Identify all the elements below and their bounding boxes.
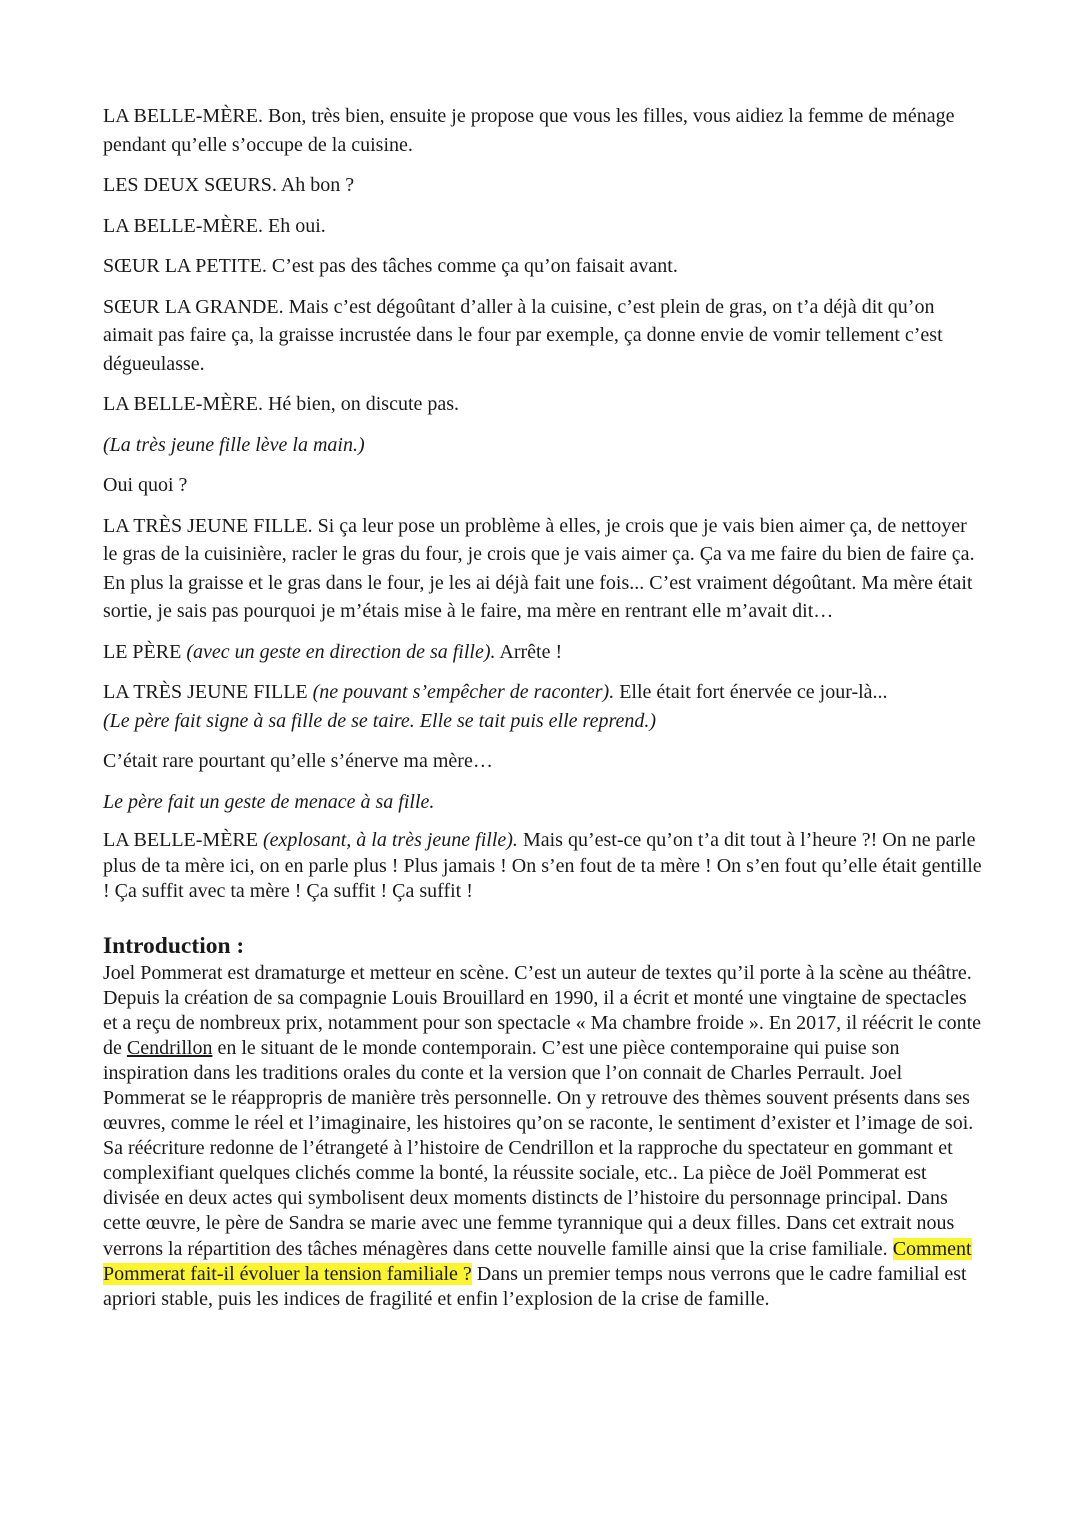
line-belle-mere-4	[103, 828, 983, 905]
stage-direction-signe: (Le père fait signe à sa fille de se taire. Elle se tait puis elle reprend.)	[103, 709, 657, 732]
line-belle-mere-1: LA BELLE-MÈRE. Bon, très bien, ensuite je propose que vous les filles, vous aidiez la femme de ménage pendant qu’elle s’occupe de la cuisine.	[103, 105, 955, 156]
introduction-heading: Introduction :	[103, 932, 245, 959]
speaker-pere: LE PÈRE	[103, 640, 187, 663]
line-soeur-grande: SŒUR LA GRANDE. Mais c’est dégoûtant d’aller à la cuisine, c’est plein de gras, on t’a déjà dit qu’on aimait pas faire ça, la graisse incrustée dans le four par exemple, ça donne envie de vomir tellement c’est dégueulasse.	[103, 295, 943, 375]
line-soeur-petite: SŒUR LA PETITE. C’est pas des tâches comme ça qu’on faisait avant.	[103, 255, 678, 277]
line-tres-jeune-fille-text: Elle était fort énervée ce jour-là...	[614, 681, 888, 703]
line-tres-jeune-fille-1: LA TRÈS JEUNE FILLE. Si ça leur pose un problème à elles, je crois que je vais bien aimer ça, de nettoyer le gras de la cuisinière, racler le gras du four, je crois que je vais aimer ça. Ça va me faire du bien de faire ça. En plus la graisse et le gras dans le four, je les ai déjà fait une fois... C’est vraiment dégoûtant. Ma mère était sortie, je sais pas pourquoi je m’étais mise à le faire, ma mère en rentrant elle m’avait dit…	[103, 514, 975, 622]
speaker-belle-mere: LA BELLE-MÈRE	[103, 829, 263, 851]
line-deux-soeurs: LES DEUX SŒURS. Ah bon ?	[103, 174, 355, 196]
stage-direction-main: (La très jeune fille lève la main.)	[103, 433, 365, 456]
line-pere	[103, 638, 983, 667]
line-belle-mere-3: LA BELLE-MÈRE. Hé bien, on discute pas.	[103, 393, 460, 415]
introduction-paragraph	[103, 961, 983, 1312]
intro-text-3: Dans un premier temps nous verrons que le cadre familial est apriori stable, puis les indices de fragilité et enfin l’explosion de la crise de famille.	[103, 1262, 967, 1310]
line-oui-quoi: Oui quoi ?	[103, 474, 188, 496]
line-cetait-rare: C’était rare pourtant qu’elle s’énerve ma mère…	[103, 750, 493, 772]
line-tres-jeune-fille-2	[103, 678, 983, 735]
intro-text-2: en le situant de le monde contemporain. C’est une pièce contemporaine qui puise son inspiration dans les traditions orales du conte et la version que l’on connait de Charles Perrault. Joel Pommerat se le réappropris de manière très personnelle. On y retrouve des thèmes souvent présents dans ses œuvres, comme le réel et l’imaginaire, les histoires qu’on se raconte, le sentiment d’exister et l’image de soi. Sa réécriture redonne de l’étrangeté à l’histoire de Cendrillon et la rapproche du spectateur en gommant et complexifiant quelques clichés comme la bonté, la réussite sociale, etc.. La pièce de Joël Pommerat est divisée en deux actes qui symbolisent deux moments distincts de l’histoire du personnage principal. Dans cette œuvre, le père de Sandra se marie avec une femme tyrannique qui a deux filles. Dans cet extrait nous verrons la répartition des tâches ménagères dans cette nouvelle famille ainsi que la crise familiale.	[103, 1036, 974, 1260]
problematique-highlight: Comment Pommerat fait-il évoluer la tension familiale ?	[103, 1237, 972, 1285]
stage-direction-pere: (avec un geste en direction de sa fille).	[186, 640, 496, 663]
cendrillon-underlined: Cendrillon	[126, 1036, 213, 1059]
stage-direction-menace: Le père fait un geste de menace à sa fille.	[103, 790, 435, 813]
line-pere-text: Arrête !	[495, 640, 563, 663]
stage-direction-explosant: (explosant, à la très jeune fille).	[262, 829, 518, 851]
stage-direction-raconter: (ne pouvant s’empêcher de raconter).	[312, 681, 615, 703]
play-excerpt	[103, 102, 983, 905]
intro-text-1: Joel Pommerat est dramaturge et metteur en scène. C’est un auteur de textes qu’il porte à la scène au théâtre. Depuis la création de sa compagnie Louis Brouillard en 1990, il a écrit et monté une vingtaine de spectacles et a reçu de nombreux prix, notamment pour son spectacle « Ma chambre froide ». En 2017, il réécrit le conte de	[103, 961, 982, 1059]
line-belle-mere-4-text: Mais qu’est-ce qu’on t’a dit tout à l’heure ?! On ne parle plus de ta mère ici, on en parle plus ! Plus jamais ! On s’en fout de ta mère ! On s’en fout qu’elle était gentille ! Ça suffit avec ta mère ! Ça suffit ! Ça suffit !	[103, 829, 982, 902]
speaker-tres-jeune-fille: LA TRÈS JEUNE FILLE	[103, 681, 313, 703]
document-page	[103, 102, 983, 1312]
line-belle-mere-2: LA BELLE-MÈRE. Eh oui.	[103, 214, 326, 237]
